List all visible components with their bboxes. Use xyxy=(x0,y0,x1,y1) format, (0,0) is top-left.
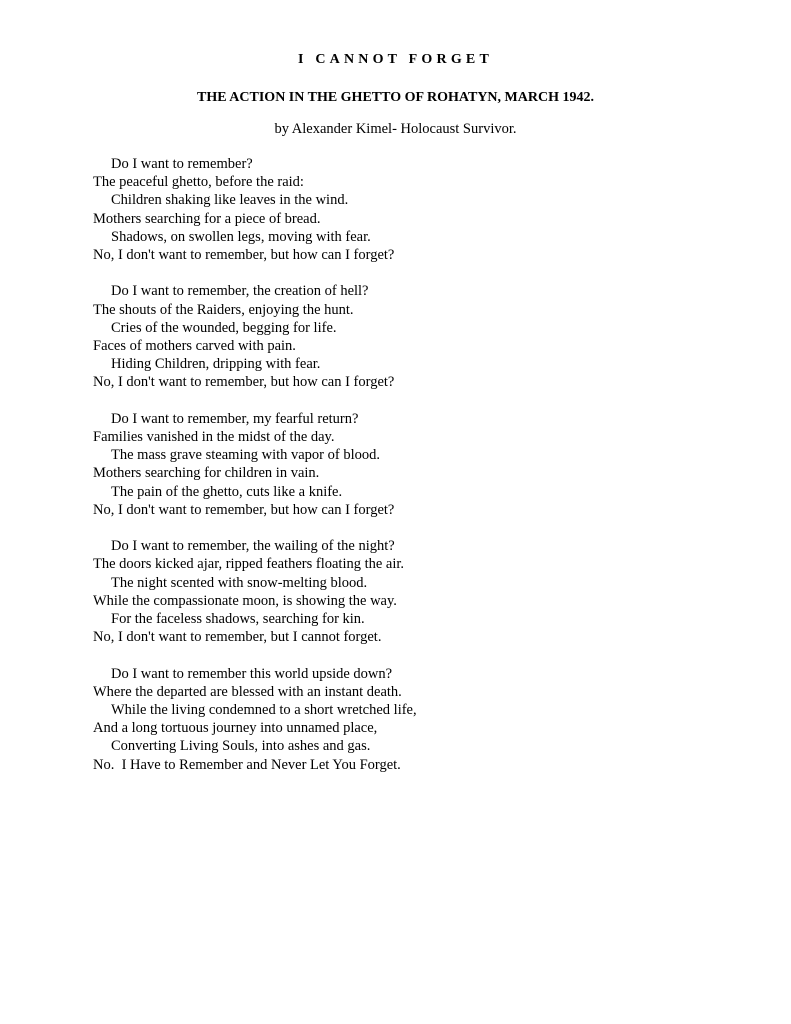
poem-line: For the faceless shadows, searching for kin. xyxy=(111,611,365,628)
poem-line: The night scented with snow-melting blood. xyxy=(111,574,368,591)
author-byline: by Alexander Kimel- Holocaust Survivor. xyxy=(274,121,517,137)
poem-subtitle: THE ACTION IN THE GHETTO OF ROHATYN, MARCH 1942. xyxy=(197,90,594,105)
poem-line: The peaceful ghetto, before the raid: xyxy=(93,174,304,191)
stanza xyxy=(93,537,743,646)
poem-line: The shouts of the Raiders, enjoying the hunt. xyxy=(93,301,354,318)
poem-line: Converting Living Souls, into ashes and gas. xyxy=(111,738,371,755)
poem-line: Faces of mothers carved with pain. xyxy=(93,338,296,355)
poem-line: Shadows, on swollen legs, moving with fear. xyxy=(111,228,371,245)
poem-body xyxy=(93,155,743,792)
poem-line: No. I Have to Remember and Never Let You Forget. xyxy=(93,756,401,773)
stanza xyxy=(93,665,743,774)
poem-line: No, I don't want to remember, but I cannot forget. xyxy=(93,629,382,646)
poem-line: Do I want to remember, the wailing of the night? xyxy=(111,538,395,555)
poem-line: Do I want to remember, the creation of hell? xyxy=(111,283,369,300)
poem-line: Do I want to remember this world upside down? xyxy=(111,665,393,682)
poem-line: The doors kicked ajar, ripped feathers floating the air. xyxy=(93,556,405,573)
poem-line: And a long tortuous journey into unnamed place, xyxy=(93,720,378,737)
poem-line: Children shaking like leaves in the wind. xyxy=(111,192,349,209)
poem-line: The pain of the ghetto, cuts like a knife. xyxy=(111,483,343,500)
poem-line: Do I want to remember? xyxy=(111,156,253,172)
poem-line: While the compassionate moon, is showing the way. xyxy=(93,592,397,609)
poem-line: Families vanished in the midst of the day. xyxy=(93,429,335,446)
poem-line: Hiding Children, dripping with fear. xyxy=(111,356,321,373)
poem-line: No, I don't want to remember, but how can I forget? xyxy=(93,247,395,264)
poem-line: Mothers searching for a piece of bread. xyxy=(93,210,321,227)
poem-line: Cries of the wounded, begging for life. xyxy=(111,319,337,336)
poem-line: The mass grave steaming with vapor of blood. xyxy=(111,447,380,464)
stanza xyxy=(93,282,743,391)
stanza xyxy=(93,410,743,519)
poem-line: No, I don't want to remember, but how can I forget? xyxy=(93,501,395,518)
poem-line: Where the departed are blessed with an instant death. xyxy=(93,683,402,700)
poem-line: No, I don't want to remember, but how can I forget? xyxy=(93,374,395,391)
poem-line: While the living condemned to a short wretched life, xyxy=(111,702,417,719)
poem-line: Do I want to remember, my fearful return? xyxy=(111,410,359,427)
poem-line: Mothers searching for children in vain. xyxy=(93,465,320,482)
stanza xyxy=(93,155,743,264)
poem-title: I CANNOT FORGET xyxy=(298,52,493,67)
